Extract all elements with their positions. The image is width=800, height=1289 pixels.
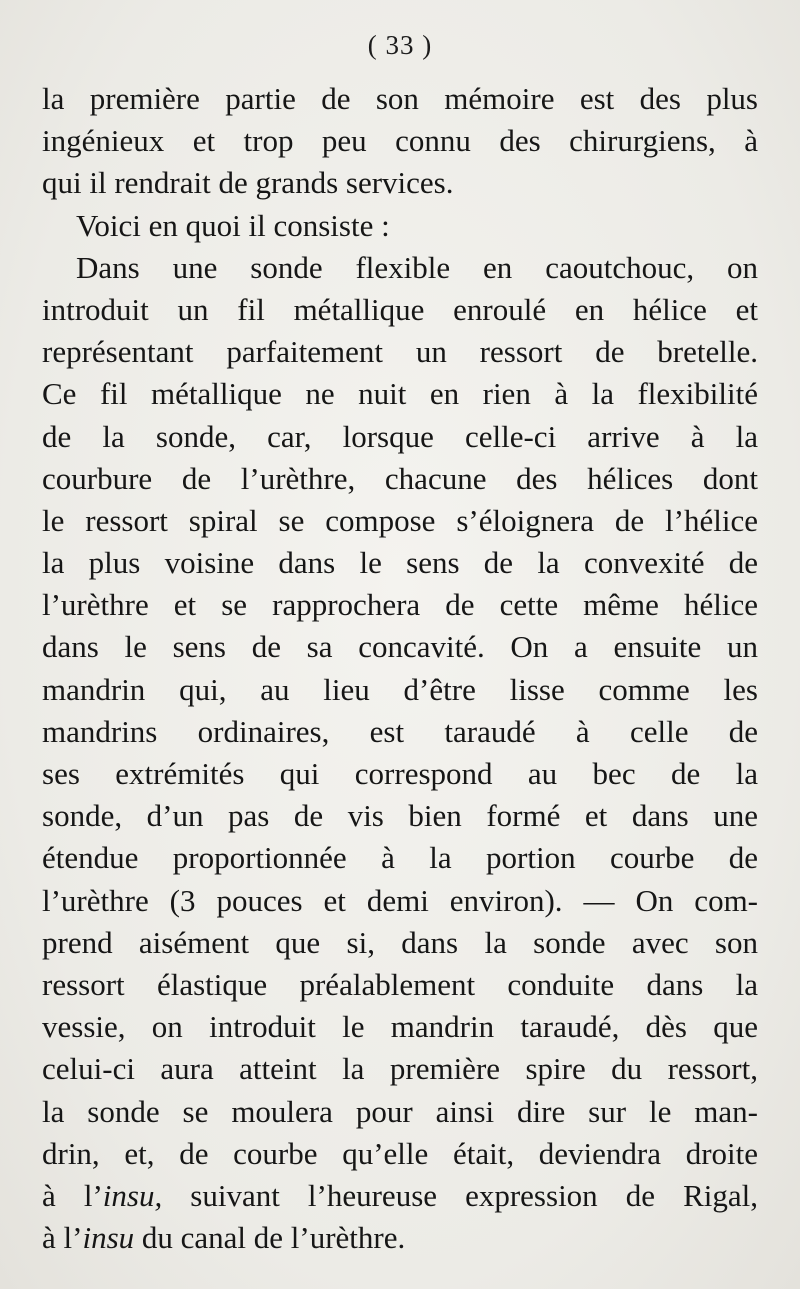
text-line: dans le sens de sa concavité. On a ensuite un bbox=[42, 629, 758, 665]
text-line: la sonde se moulera pour ainsi dire sur le man- bbox=[42, 1093, 758, 1129]
text-line-with-italic bbox=[42, 1175, 758, 1217]
text-line: qui il rendrait de grands services. bbox=[42, 165, 454, 201]
text-line: Ce fil métallique ne nuit en rien à la flexibilité bbox=[42, 376, 758, 412]
text-line: Dans une sonde flexible en caoutchouc, on bbox=[76, 249, 758, 285]
text-line: mandrin qui, au lieu d’être lisse comme les bbox=[42, 671, 758, 707]
italic-word: insu, bbox=[102, 1177, 163, 1213]
text-line: celui-ci aura atteint la première spire du ressort, bbox=[42, 1051, 758, 1087]
page-number: ( 33 ) bbox=[367, 30, 433, 60]
text-line: ingénieux et trop peu connu des chirurgiens, à bbox=[42, 123, 758, 159]
text-line: ses extrémités qui correspond au bec de la bbox=[42, 756, 758, 791]
line-suffix: du canal de l’urèthre. bbox=[134, 1220, 406, 1256]
line-prefix: à l’ bbox=[42, 1177, 103, 1213]
text-line-with-italic bbox=[42, 1217, 758, 1259]
text-line: la première partie de son mémoire est des plus bbox=[42, 81, 758, 116]
italic-word: insu bbox=[82, 1220, 135, 1256]
text-line: le ressort spiral se compose s’éloignera de l’hélice bbox=[42, 502, 758, 538]
text-line: vessie, on introduit le mandrin taraudé, dès que bbox=[42, 1009, 758, 1045]
text-line: sonde, d’un pas de vis bien formé et dans une bbox=[42, 798, 758, 834]
text-line: Voici en quoi il consiste : bbox=[76, 207, 390, 243]
text-line: l’urèthre et se rapprochera de cette même hélice bbox=[42, 587, 758, 623]
text-line: drin, et, de courbe qu’elle était, deviendra droite bbox=[42, 1135, 758, 1171]
text-line: la plus voisine dans le sens de la convexité de bbox=[42, 545, 758, 581]
text-line: représentant parfaitement un ressort de bretelle. bbox=[42, 334, 758, 370]
text-line: ressort élastique préalablement conduite dans la bbox=[42, 966, 758, 1002]
text-line: l’urèthre (3 pouces et demi environ). — On com- bbox=[42, 882, 758, 918]
text-line: courbure de l’urèthre, chacune des hélices dont bbox=[42, 460, 758, 496]
text-line: mandrins ordinaires, est taraudé à celle de bbox=[42, 713, 758, 749]
text-line: étendue proportionnée à la portion courbe de bbox=[42, 840, 758, 876]
body-text bbox=[42, 78, 758, 1259]
text-line: introduit un fil métallique enroulé en hélice et bbox=[42, 291, 758, 327]
line-suffix: suivant l’heureuse expression de Rigal, bbox=[162, 1177, 758, 1213]
text-line: prend aisément que si, dans la sonde avec son bbox=[42, 924, 758, 960]
line-prefix: à l’ bbox=[42, 1220, 83, 1256]
text-line: de la sonde, car, lorsque celle-ci arrive à la bbox=[42, 418, 758, 454]
